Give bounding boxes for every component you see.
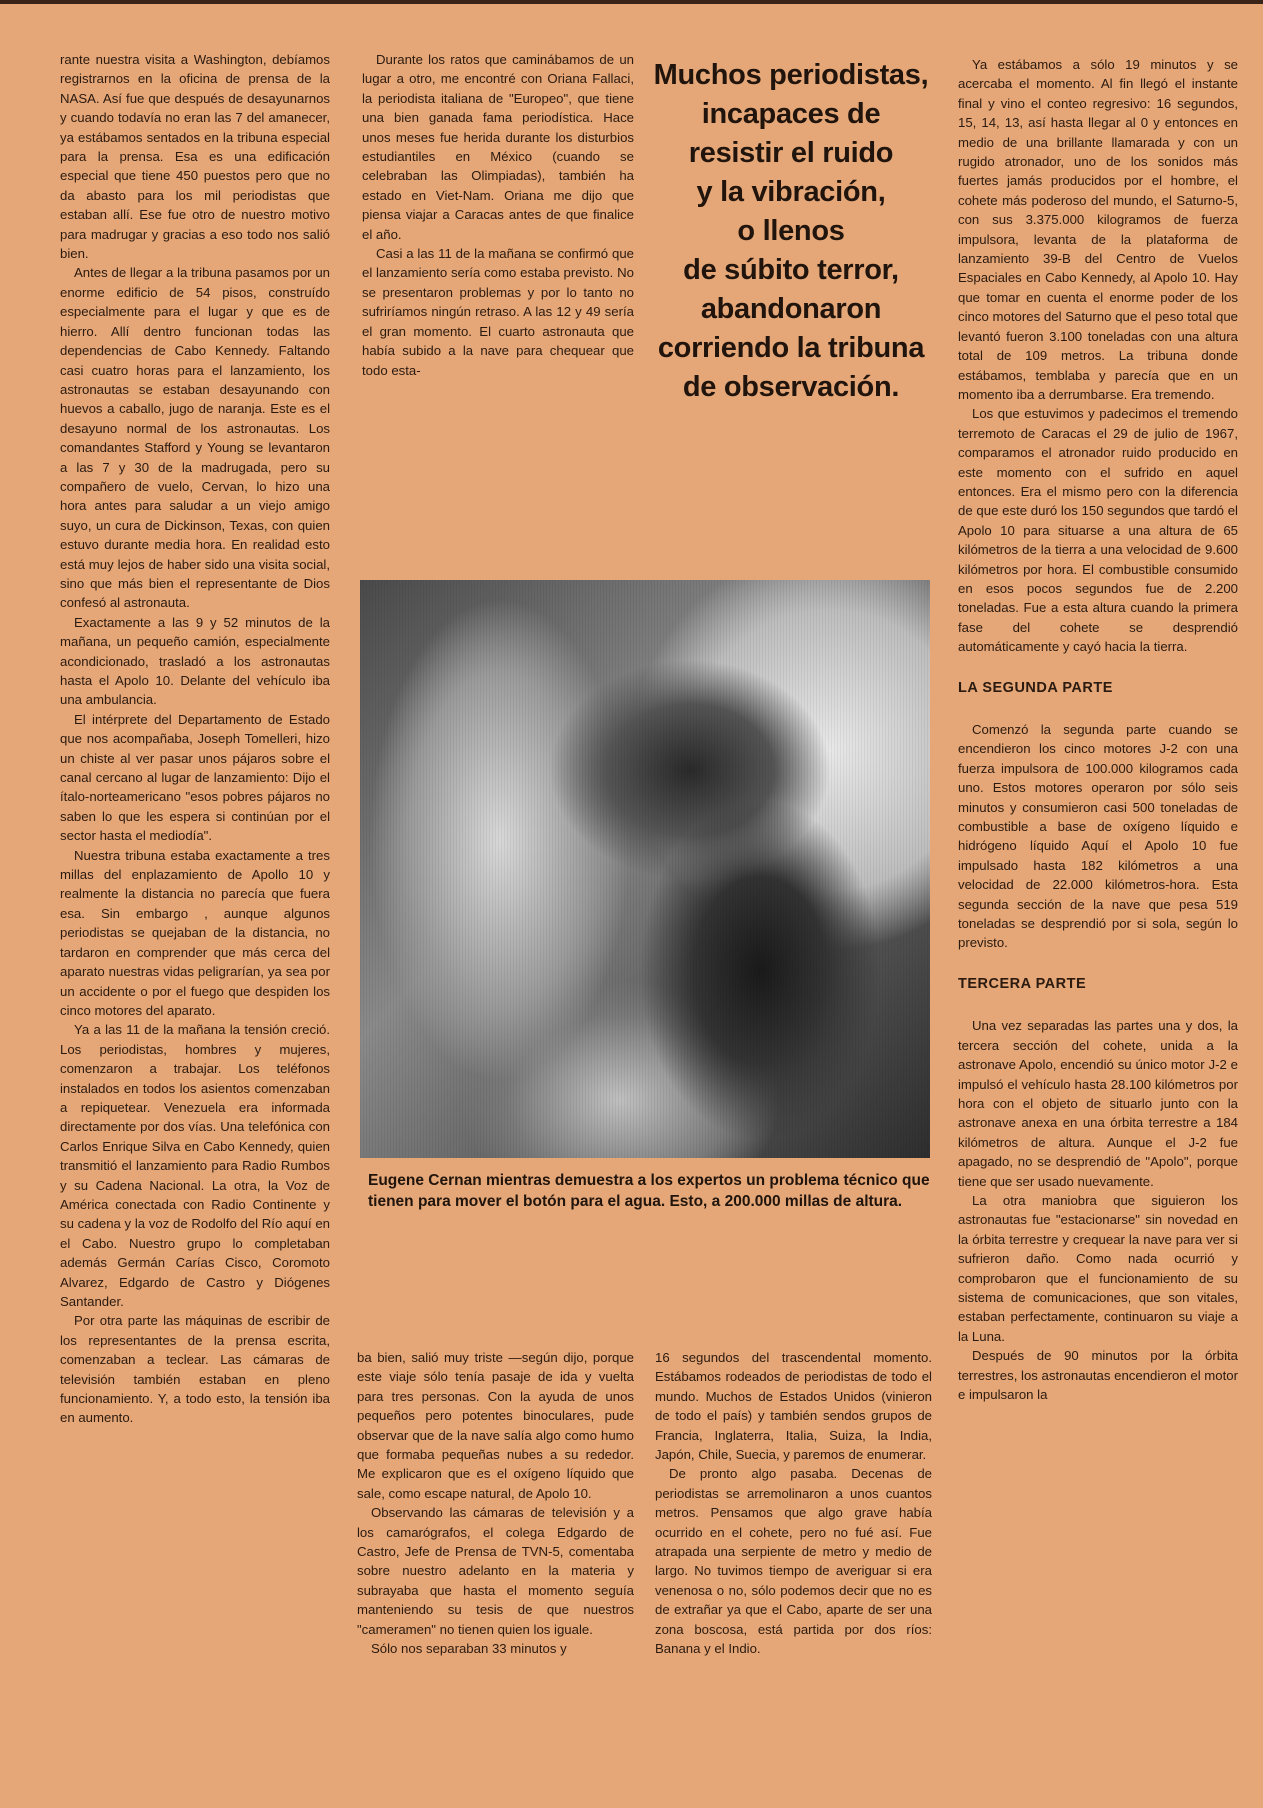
paragraph: Observando las cámaras de televisión y a los camarógrafos, el colega Edgardo de Castro, Jefe de Prensa de TVN-5, comentaba sobre nuestro adelanto en la materia y subrayaba que hasta el momento seguía manteniendo su tesis de que nuestros "cameramen" no tienen quien los iguale. — [357, 1505, 634, 1637]
section-heading: TERCERA PARTE — [958, 975, 1087, 992]
paragraph: Nuestra tribuna estaba exactamente a tres millas del enplazamiento de Apollo 10 y realmente la distancia no parecía que fuera esa. Sin embargo , aunque algunos periodistas se quejaban de la distancia, no tardaron en comprender que más cerca del aparato nuestras vidas peligrarían, ya sea por un accidente o por el fuego que despiden los cinco motores del aparato. — [60, 847, 330, 1018]
paragraph: rante nuestra visita a Washington, debíamos registrarnos en la oficina de prensa de la NASA. Así fue que después de desayunarnos y cuando todavía no eran las 7 del amanecer, ya estábamos sentados en la tribuna especial para la prensa. Esa es una edificación especial que tiene 450 puestos pero que no da abasto para los mil periodistas que estaban allí. Ese fue otro de nuestro motivo para madrugar y gracias a eso todo nos salió bien. — [60, 52, 330, 262]
photo-caption: Eugene Cernan mientras demuestra a los expertos un problema técnico que tienen para mover el botón para el agua. Esto, a 200.000 millas de altura. — [368, 1172, 930, 1210]
column-2-bottom — [357, 1348, 634, 1659]
pull-quote-line: abandonaron — [700, 293, 882, 325]
paragraph: Durante los ratos que caminábamos de un lugar a otro, me encontré con Oriana Fallaci, la periodista italiana de "Europeo", que tiene una bien ganada fama periodística. Hace unos meses fue herida durante los disturbios estudiantiles en México (cuando se celebraban las Olimpiadas), también ha estado en Viet-Nam. Oriana me dijo que piensa viajar a Caracas antes de que finalice el año. — [362, 52, 634, 242]
page-top-edge — [0, 0, 1263, 4]
paragraph: Una vez separadas las partes una y dos, la tercera sección del cohete, unida a la astronave Apolo, encendió su único motor J-2 e impulsó el vehículo hasta 28.100 kilómetros por hora con el objeto de situarlo junto con la astronave anexa en una órbita terrestre a 184 kilómetros de altura. Aunque el J-2 fue apagado, no se desprendió de "Apolo", porque tiene que ser usado nuevamente. — [958, 1018, 1238, 1189]
paragraph: 16 segundos del trascendental momento. Estábamos rodeados de periodistas de todo el mundo. Muchos de Estados Unidos (vinieron de todo el país) y también sendos grupos de Francia, Inglaterra, Italia, Suiza, la India, Japón, Chile, Suecia, y paremos de enumerar. — [655, 1350, 932, 1463]
paragraph: Antes de llegar a la tribuna pasamos por un enorme edificio de 54 pisos, construído especialmente para el lugar y que es de hierro. Allí dentro funcionan todas las dependencias de Cabo Kennedy. Faltando casi cuatro horas para el lanzamiento, los astronautas se estaban desayunando con huevos a caballo, jugo de naranja. Este es el desayuno normal de los astronautas. Los comandantes Stafford y Young se levantaron a las 7 y 30 de la madrugada, pero su compañero de vuelo, Cervan, lo hizo una hora antes para saludar a un viejo amigo suyo, un cura de Dickinson, Texas, con quien estuvo durante media hora. En realidad esto está muy lejos de haber sido una visita social, sino que más bien el representante de Dios confesó al astronauta. — [60, 265, 330, 611]
section-heading: LA SEGUNDA PARTE — [958, 679, 1113, 696]
pull-quote-line: o llenos — [737, 215, 845, 247]
paragraph: Exactamente a las 9 y 52 minutos de la mañana, un pequeño camión, especialmente acondicionado, trasladó a los astronautas hasta el Apolo 10. Delante del vehículo iba una ambulancia. — [60, 614, 330, 708]
paragraph: El intérprete del Departamento de Estado que nos acompañaba, Joseph Tomelleri, hizo un chiste al ver pasar unos pájaros sobre el canal cercano al lugar de lanzamiento: Dijo el ítalo-norteamericano "esos pobres pájaros no saben lo que les espera si continúan por el sector hasta el mediodía". — [60, 711, 330, 844]
pull-quote-line: resistir el ruido — [688, 137, 894, 169]
paragraph: De pronto algo pasaba. Decenas de periodistas se arremolinaron a unos cuantos metros. Pensamos que algo grave había ocurrido en el cohete, pero no fué así. Fue atrapada una serpiente de metro y medio de largo. No tuvimos tiempo de averiguar si era venenosa o no, sólo podemos decir que no es de extrañar ya que el Cabo, aparte de ser una zona boscosa, está partida por dos ríos: Banana y el Indio. — [655, 1466, 932, 1657]
pull-quote-line: y la vibración, — [696, 176, 886, 208]
pull-quote-line: incapaces de — [701, 98, 881, 130]
paragraph: Casi a las 11 de la mañana se confirmó que el lanzamiento sería como estaba previsto. No se presentaron problemas y por lo tanto no sufriríamos ningún retraso. A las 12 y 49 sería el gran momento. El cuarto astronauta que había subido a la nave para chequear que todo esta- — [362, 246, 634, 378]
paragraph: Comenzó la segunda parte cuando se encendieron los cinco motores J-2 con una fuerza impulsora de 100.000 kilogramos cada uno. Estos motores operaron por sólo seis minutos y consumieron casi 500 toneladas de combustible a base de oxígeno líquido e hidrógeno líquido Aquí el Apolo 10 fue impulsado hasta 182 kilómetros a una velocidad de 22.000 kilómetros-hora. Esta segunda sección de la nave que pesa 519 toneladas se desprendió por si sola, según lo previsto. — [958, 722, 1238, 951]
pull-quote-line: corriendo la tribuna — [657, 332, 925, 364]
pull-quote-line: de súbito terror, — [683, 254, 899, 286]
paragraph: Después de 90 minutos por la órbita terrestres, los astronautas encendieron el motor e impulsaron la — [958, 1348, 1239, 1402]
paragraph: Sólo nos separaban 33 minutos y — [371, 1641, 567, 1657]
paragraph: Ya a las 11 de la mañana la tensión creció. Los periodistas, hombres y mujeres, comenzaron a trabajar. Los teléfonos instalados en todos los asientos comenzaban a repiquetear. Venezuela era informada directamente por dos vías. Una telefónica con Carlos Enrique Silva en Cabo Kennedy, quien transmitió el lanzamiento para Radio Rumbos y su Cadena Nacional. La otra, la Voz de América conectada con Radio Continente y su cadena y la voz de Rodolfo del Río aquí en el Cabo. Nuestro grupo lo completaban además Germán Carías Cisco, Coromoto Alvarez, Edgardo de Castro y Diógenes Santander. — [60, 1022, 330, 1309]
pull-quote-line: Muchos periodistas, — [653, 59, 929, 91]
photo-scanlines — [360, 580, 930, 1158]
pull-quote — [640, 56, 942, 407]
cernan-photo — [360, 580, 930, 1158]
column-3-bottom — [655, 1348, 932, 1659]
column-2-top — [362, 50, 634, 380]
paragraph: Los que estuvimos y padecimos el tremendo terremoto de Caracas el 29 de julio de 1967, comparamos el atronador ruido producido en este momento con el sufrido en aquel entonces. Era el mismo pero con la diferencia de que este duró los 150 segundos que tardó el Apolo 10 para situarse a una altura de 65 kilómetros de la tierra a una velocidad de 9.600 kilómetros por hora. El combustible consumido en esos pocos segundos fue de 2.200 toneladas. Fue a esta altura cuando la primera fase del cohete se desprendió automáticamente y cayó hacia la tierra. — [958, 406, 1238, 655]
column-4 — [958, 55, 1238, 1404]
paragraph: Por otra parte las máquinas de escribir de los representantes de la prensa escrita, comenzaban a teclear. Las cámaras de televisión también estaban en pleno funcionamiento. Y, a todo esto, la tensión iba en aumento. — [60, 1313, 330, 1426]
pull-quote-line: de observación. — [682, 371, 900, 403]
paragraph: La otra maniobra que siguieron los astronautas fue "estacionarse" sin novedad en la órbita terrestre y crequear la nave para ver si sufrieron daño. Como nada ocurrió y comprobaron que el funcionamiento de su sistema de comunicaciones, que son vitales, estaban perfectamente, continuaron su viaje a la Luna. — [958, 1192, 1238, 1344]
paragraph: Ya estábamos a sólo 19 minutos y se acercaba el momento. Al fin llegó el instante final y vino el conteo regresivo: 16 segundos, 15, 14, 13, así hasta llegar al 0 y entonces en medio de una brillante llamarada y con un rugido atronador, uno de los sonidos más fuertes jamás producidos por el hombre, el cohete más poderoso del mundo, el Saturno-5, con sus 3.375.000 kilogramos de fuerza impulsora, levanta de la plataforma de lanzamiento 39-B del Centro de Vuelos Espaciales en Cabo Kennedy, al Apolo 10. Hay que tomar en cuenta el enorme poder de los cinco motores del Saturno que el peso total que levantó fueron 3.100 toneladas con una altura total de 109 metros. La tribuna donde estábamos, temblaba y parecía que en un momento iba a derrumbarse. Era tremendo. — [958, 57, 1238, 402]
paragraph: ba bien, salió muy triste —según dijo, porque este viaje sólo tenía pasaje de ida y vuelta para tres personas. Con la ayuda de unos pequeños pero potentes binoculares, pude observar que de la nave salía algo como humo que formaba pequeñas nubes a su rededor. Me explicaron que es el oxígeno líquido que sale, como escape natural, de Apolo 10. — [357, 1350, 634, 1501]
column-1 — [60, 50, 330, 1428]
